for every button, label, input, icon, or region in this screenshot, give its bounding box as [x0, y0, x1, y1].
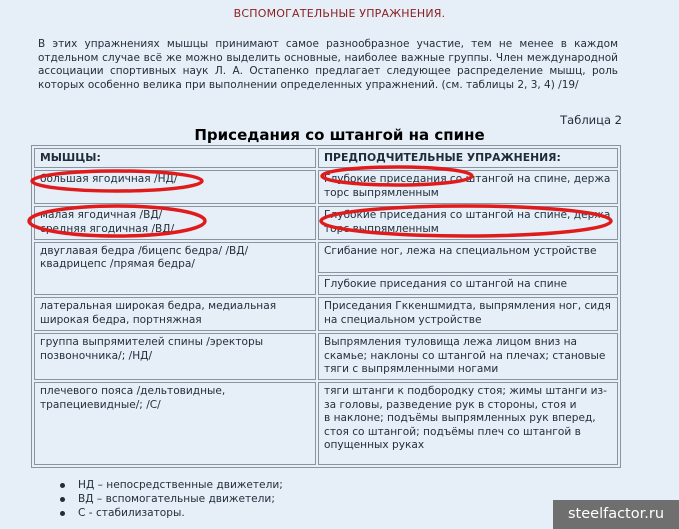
muscle-cell: малая ягодичная /ВД/ средняя ягодичная /ВД/ — [34, 206, 316, 240]
header-muscles: МЫШЦЫ: — [34, 148, 316, 168]
legend-item: С - стабилизаторы. — [60, 506, 283, 520]
table-header-row — [34, 148, 618, 168]
muscle-cell: двуглавая бедра /бицепс бедра/ /ВД/ квадрицепс /прямая бедра/ — [34, 242, 316, 295]
intro-paragraph: В этих упражнениях мышцы принимают самое разнообразное участие, тем не менее в каждом отдельном случае всё же можно выделить основные, наиболее важные группы. Член международной ассоциации спортивных наук Л. А. Остапенко предлагает следующее распределение мышц, роль которых особенно велика при выполнении определенных упражнений. (см. таблицы 2, 3, 4) /19/ — [38, 38, 618, 91]
exercise-cell: Глубокие приседания со штангой на спине — [318, 275, 618, 295]
legend-item: НД – непосредственные движетели; — [60, 478, 283, 492]
table-row — [34, 297, 618, 331]
table-row — [34, 206, 618, 240]
table-row — [34, 333, 618, 380]
muscle-cell: группа выпрямителей спины /эректоры позвоночника/; /НД/ — [34, 333, 316, 380]
muscle-cell: большая ягодичная /НД/ — [34, 170, 316, 204]
muscle-cell: плечевого пояса /дельтовидные, трапециевидные/; /С/ — [34, 382, 316, 465]
exercise-cell: тяги штанги к подбородку стоя; жимы штанги из-за головы, разведение рук в стороны, стоя и в наклоне; подъёмы выпрямленных рук вперед, стоя со штангой; подъёмы плеч со штангой в опущенных руках — [318, 382, 618, 465]
exercise-cell: Глубокие приседания со штангой на спине, держа торс выпрямленным — [318, 170, 618, 204]
muscle-cell: латеральная широкая бедра, медиальная широкая бедра, портняжная — [34, 297, 316, 331]
exercise-cell: Сгибание ног, лежа на специальном устройстве — [318, 242, 618, 273]
exercise-cell: Глубокие приседания со штангой на спине, держа торс выпрямленным — [318, 206, 618, 240]
exercise-cell: Приседания Гккеншмидта, выпрямления ног, сидя на специальном устройстве — [318, 297, 618, 331]
header-exercises: ПРЕДПОДЧИТЕЛЬНЫЕ УПРАЖНЕНИЯ: — [318, 148, 618, 168]
muscles-table — [31, 145, 621, 468]
table-row — [34, 170, 618, 204]
watermark-logo: steelfactor.ru — [553, 500, 679, 529]
table-title: Приседания со штангой на спине — [194, 126, 485, 144]
legend-list — [60, 478, 283, 520]
exercise-cell: Выпрямления туловища лежа лицом вниз на скамье; наклоны со штангой на плечах; становые тяги с выпрямленными ногами — [318, 333, 618, 380]
page-title: ВСПОМОГАТЕЛЬНЫЕ УПРАЖНЕНИЯ. — [233, 7, 446, 20]
table-number: Таблица 2 — [560, 113, 622, 127]
legend-item: ВД – вспомогательные движетели; — [60, 492, 283, 506]
table-row — [34, 382, 618, 465]
table-row — [34, 242, 618, 273]
